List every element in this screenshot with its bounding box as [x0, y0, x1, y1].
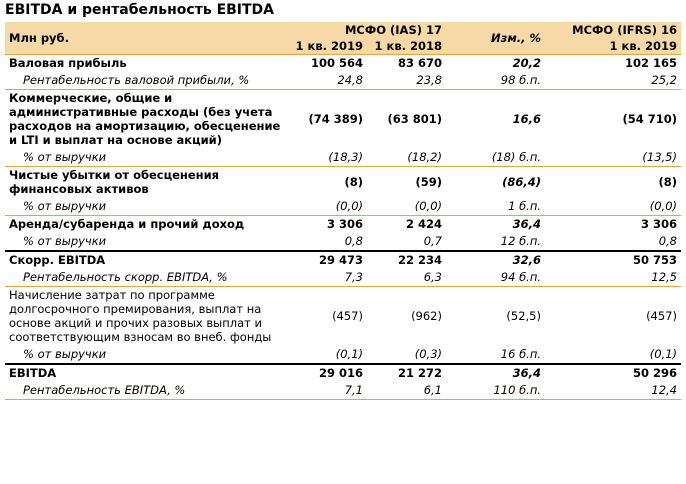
row-value-q1-2018: (0,3)	[414, 347, 442, 361]
row-label: % от выручки	[23, 150, 107, 164]
row-label: Скорр. EBITDA	[5, 251, 287, 269]
row-change: 16 б.п.	[500, 347, 541, 361]
row-value-q1-2019: 7,3	[344, 270, 363, 284]
row-change: 36,4	[446, 364, 545, 382]
table-row	[5, 251, 681, 269]
table-row	[5, 216, 681, 234]
table-row	[5, 198, 681, 216]
row-label: % от выручки	[23, 234, 107, 248]
row-value-ifrs16: (13,5)	[642, 150, 677, 164]
row-label: Коммерческие, общие и административные расходы (без учета расходов на амортизацию, обесценение и LTI и выплат на основе акций)	[5, 90, 287, 150]
table-row	[5, 382, 681, 400]
row-value-q1-2018: (63 801)	[367, 90, 446, 150]
row-value-ifrs16: 50 753	[545, 251, 681, 269]
row-change: (86,4)	[446, 167, 545, 199]
row-value-ifrs16: 12,4	[545, 382, 681, 400]
row-value-q1-2018: (59)	[367, 167, 446, 199]
header-group-ifrs: МСФО (IFRS) 16	[545, 22, 681, 38]
row-value-q1-2019: 29 473	[287, 251, 367, 269]
table-row	[5, 364, 681, 382]
row-change: 36,4	[446, 216, 545, 234]
row-value-q1-2019: 29 016	[287, 364, 367, 382]
row-value-q1-2018: 21 272	[367, 364, 446, 382]
row-value-ifrs16: (0,1)	[649, 347, 677, 361]
row-value-q1-2019: (18,3)	[328, 150, 363, 164]
row-value-q1-2019: 7,1	[287, 382, 367, 400]
row-value-ifrs16: 12,5	[651, 270, 677, 284]
row-value-ifrs16: (8)	[545, 167, 681, 199]
header-change: Изм., %	[446, 22, 545, 55]
header-period-1: 1 кв. 2019	[287, 38, 367, 55]
row-value-ifrs16: 25,2	[651, 73, 677, 87]
row-value-q1-2018: (962)	[367, 287, 446, 347]
table-row	[5, 346, 681, 364]
row-value-ifrs16: (54 710)	[545, 90, 681, 150]
row-change: 16,6	[446, 90, 545, 150]
row-change: (52,5)	[446, 287, 545, 347]
table-row	[5, 233, 681, 251]
header-period-2: 1 кв. 2018	[367, 38, 446, 55]
row-value-ifrs16: (0,0)	[649, 199, 677, 213]
table-row	[5, 167, 681, 199]
row-value-q1-2018: (0,0)	[414, 199, 442, 213]
table-row	[5, 72, 681, 90]
row-value-q1-2018: 23,8	[416, 73, 442, 87]
row-value-q1-2019: (0,1)	[335, 347, 363, 361]
row-value-ifrs16: (457)	[545, 287, 681, 347]
row-value-q1-2018: 22 234	[367, 251, 446, 269]
table-row	[5, 287, 681, 347]
page-title: EBITDA и рентабельность EBITDA	[5, 2, 275, 18]
row-value-q1-2018: 6,3	[423, 270, 442, 284]
table-header	[5, 22, 681, 55]
row-change: 20,2	[446, 55, 545, 73]
row-label: Аренда/субаренда и прочий доход	[5, 216, 287, 234]
row-value-q1-2019: (0,0)	[335, 199, 363, 213]
row-change: 94 б.п.	[500, 270, 541, 284]
row-value-q1-2018: 0,7	[423, 234, 442, 248]
row-label: Чистые убытки от обесценения финансовых активов	[5, 167, 287, 199]
header-units-label: Млн руб.	[5, 22, 287, 55]
row-value-q1-2019: (457)	[287, 287, 367, 347]
row-value-q1-2019: (8)	[287, 167, 367, 199]
row-change: 1 б.п.	[508, 199, 541, 213]
row-value-q1-2019: (74 389)	[287, 90, 367, 150]
row-value-ifrs16: 102 165	[545, 55, 681, 73]
header-period-3: 1 кв. 2019	[545, 38, 681, 55]
row-change: (18) б.п.	[491, 150, 541, 164]
table-row	[5, 149, 681, 167]
row-value-q1-2019: 0,8	[344, 234, 363, 248]
row-label: EBITDA	[5, 364, 287, 382]
row-value-ifrs16: 0,8	[658, 234, 677, 248]
row-label: Рентабельность EBITDA, %	[5, 382, 287, 400]
row-value-ifrs16: 50 296	[545, 364, 681, 382]
row-label: % от выручки	[23, 347, 107, 361]
row-value-ifrs16: 3 306	[545, 216, 681, 234]
row-value-q1-2019: 3 306	[287, 216, 367, 234]
table-row	[5, 269, 681, 287]
row-change: 98 б.п.	[500, 73, 541, 87]
table-row	[5, 55, 681, 73]
header-group-ias: МСФО (IAS) 17	[287, 22, 446, 38]
row-label: Рентабельность скорр. EBITDA, %	[23, 270, 228, 284]
row-value-q1-2018: 83 670	[367, 55, 446, 73]
row-label: Рентабельность валовой прибыли, %	[23, 73, 250, 87]
row-change: 32,6	[446, 251, 545, 269]
row-label: Начисление затрат по программе долгосрочного премирования, выплат на основе акций и прочих разовых выплат и соответствующим взносам во внеб. фонды	[5, 287, 287, 347]
row-value-q1-2018: (18,2)	[407, 150, 442, 164]
row-value-q1-2018: 6,1	[367, 382, 446, 400]
row-change: 12 б.п.	[500, 234, 541, 248]
row-change: 110 б.п.	[446, 382, 545, 400]
ebitda-table	[5, 22, 681, 400]
row-label: Валовая прибыль	[5, 55, 287, 73]
table-row	[5, 90, 681, 150]
row-label: % от выручки	[23, 199, 107, 213]
row-value-q1-2019: 100 564	[287, 55, 367, 73]
row-value-q1-2019: 24,8	[337, 73, 363, 87]
row-value-q1-2018: 2 424	[367, 216, 446, 234]
